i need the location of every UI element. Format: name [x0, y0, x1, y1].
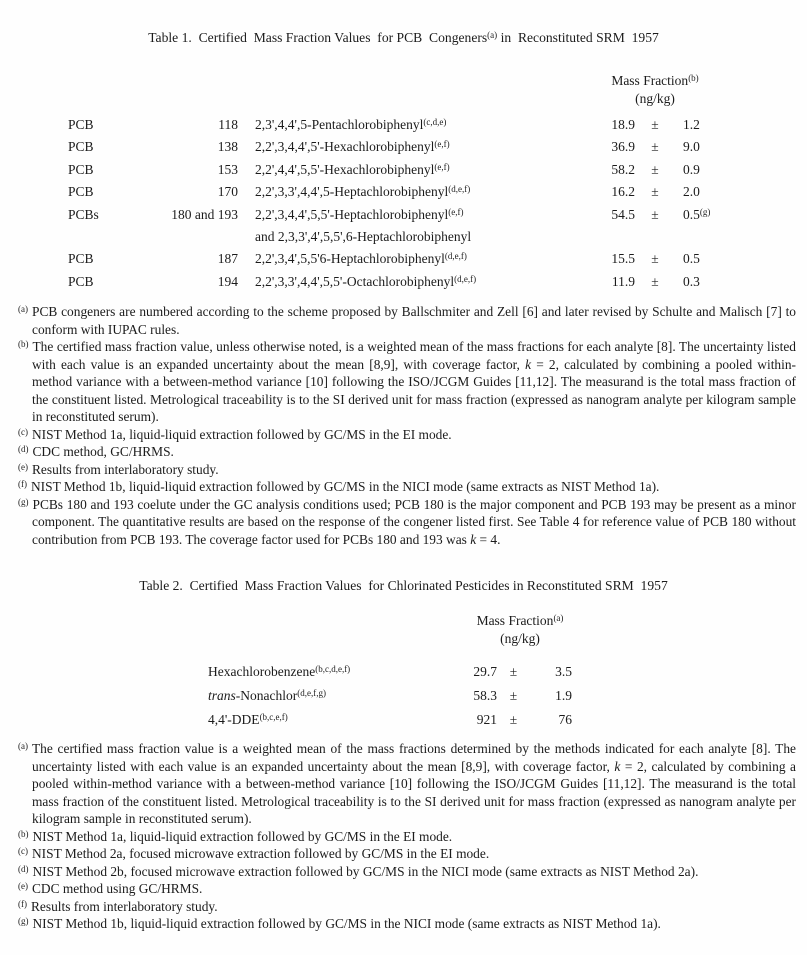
table1-title-footnote-ref: (a) — [487, 29, 498, 40]
analyte-footnote-refs: (e,f) — [434, 139, 450, 150]
footnote-text: Results from interlaboratory study. — [32, 461, 219, 477]
footnote-text: CDC method using GC/HRMS. — [32, 881, 203, 897]
analyte-name-text: 4,4'-DDE — [208, 712, 260, 728]
uncertainty-value: 3.5 — [555, 664, 572, 680]
table2-unit-label: (ng/kg) — [500, 631, 540, 647]
uncertainty-footnote-ref: (g) — [699, 206, 711, 217]
table1-header-footnote-ref: (b) — [688, 72, 699, 83]
analyte-name-text: trans-Nonachlor — [208, 688, 298, 704]
footnote-text: NIST Method 1b, liquid-liquid extraction followed by GC/MS in the NICI mode (same extracts as NIST Method 1a). — [31, 479, 660, 495]
footnote — [18, 898, 796, 916]
analyte-name-text: 2,2',3,4',5,5'6-Heptachlorobiphenyl — [255, 251, 445, 267]
footnote — [18, 496, 796, 549]
mass-fraction-value: 11.9 — [611, 273, 635, 289]
table2-mass-fraction-label — [440, 612, 600, 630]
footnote-marker: (e) — [18, 461, 28, 472]
footnote-marker: (a) — [18, 741, 28, 752]
analyte-name-text: 2,2',3,4,4',5,5'-Heptachlorobiphenyl — [255, 206, 449, 222]
uncertainty-number: 0.5 — [683, 251, 700, 267]
footnote-text: NIST Method 1a, liquid-liquid extraction followed by GC/MS in the EI mode. — [32, 426, 452, 442]
table2-column-header — [440, 612, 600, 648]
mass-fraction-value: 58.2 — [611, 161, 635, 177]
footnote — [18, 828, 796, 846]
footnote-text: Results from interlaboratory study. — [31, 898, 218, 914]
footnote — [18, 461, 796, 479]
congener-prefix: PCB — [68, 117, 94, 132]
footnote — [18, 863, 796, 881]
footnote-marker: (e) — [18, 881, 28, 892]
table1-rows — [68, 114, 807, 293]
analyte-footnote-refs: (d,e,f) — [454, 273, 477, 284]
mass-fraction-value: 921 — [476, 712, 497, 728]
table-row — [68, 204, 807, 249]
table1-unit-label: (ng/kg) — [635, 91, 675, 106]
footnote — [18, 338, 796, 426]
analyte-footnote-refs: (c,d,e) — [423, 116, 447, 127]
uncertainty-value — [675, 248, 755, 270]
table-row — [68, 248, 807, 270]
congener-number: 153 — [217, 161, 238, 177]
congener-number: 187 — [217, 251, 238, 267]
table1-title-text: Table 1. Certified Mass Fraction Values for PCB Congeners — [148, 30, 488, 45]
table2-footnotes — [18, 740, 796, 933]
footnote-text: The certified mass fraction value is a weighted mean of the mass fractions determined by the methods indicated for each analyte [8]. The uncertainty listed with each value is an expanded uncertainty about the mean [8,9], with coverage factor, k = 2, calculated by combining a pooled within-method variance with a between-method variance [10] following the ISO/JCGM Guides [11,12]. The measurand is the total mass fraction of the constituent listed. Metrological traceability is to the SI derived unit for mass fraction (expressed as nanogram analyte per kilogram sample in reconstituted serum). — [32, 741, 797, 827]
table-row — [68, 114, 807, 136]
plus-minus-sign: ± — [651, 206, 659, 222]
mass-fraction-value: 16.2 — [611, 184, 635, 200]
footnote-text: PCB congeners are numbered according to the scheme proposed by Ballschmiter and Zell [6] and later revised by Schulte and Malisch [7] to conform with IUPAC rules. — [32, 304, 796, 337]
congener-number: 118 — [218, 117, 238, 132]
analyte-footnote-refs: (e,f) — [448, 206, 464, 217]
analyte-name — [238, 159, 568, 181]
analyte-name — [238, 248, 568, 270]
analyte-name — [208, 660, 460, 684]
footnote-marker: (b) — [18, 828, 29, 839]
footnote — [18, 443, 796, 461]
footnote-text: The certified mass fraction value, unless otherwise noted, is a weighted mean of the mass fractions for each analyte [8]. The uncertainty listed with each value is an expanded uncertainty about the mean [8,9], with coverage factor, k = 2, calculated by combining a pooled within-method variance with a between-method variance [10] following the ISO/JCGM Guides [11,12]. The measurand is the total mass fraction of the constituent listed. Metrological traceability is to the SI derived unit for mass fraction (expressed as nanogram analyte per kilogram sample in reconstituted serum). — [32, 339, 796, 425]
footnote-marker: (d) — [18, 863, 29, 874]
mass-fraction-value: 54.5 — [611, 206, 635, 222]
footnote-text: NIST Method 1a, liquid-liquid extraction followed by GC/MS in the EI mode. — [32, 828, 453, 844]
footnote-marker: (a) — [18, 304, 28, 315]
analyte-name — [238, 271, 568, 293]
footnote — [18, 426, 796, 444]
analyte-name — [208, 684, 460, 708]
footnote-marker: (f) — [18, 479, 27, 490]
table1-mass-fraction-text: Mass Fraction — [611, 73, 689, 88]
uncertainty-value — [675, 204, 755, 249]
uncertainty-value: 1.9 — [555, 688, 572, 704]
uncertainty-number: 0.9 — [683, 161, 700, 177]
table-row — [68, 136, 807, 158]
analyte-name-text: 2,2',4,4',5,5'-Hexachlorobiphenyl — [255, 161, 435, 177]
plus-minus-sign: ± — [651, 251, 659, 267]
analyte-name — [238, 136, 568, 158]
analyte-name-line2: and 2,3,3',4',5,5',6-Heptachlorobiphenyl — [255, 229, 472, 245]
table-row — [68, 271, 807, 293]
uncertainty-value — [675, 159, 755, 181]
table2-title-text: Table 2. Certified Mass Fraction Values for Chlorinated Pesticides in Reconstituted SRM 1957 — [139, 578, 668, 594]
analyte-name-text: 2,2',3,3',4,4',5-Heptachlorobiphenyl — [255, 184, 449, 200]
table2-header-footnote-ref: (a) — [553, 613, 564, 624]
analyte-footnote-refs: (d,e,f) — [448, 184, 471, 195]
analyte-footnote-refs: (d,e,f) — [444, 251, 467, 262]
plus-minus-sign: ± — [651, 273, 659, 289]
analyte-name-text: 2,3',4,4',5-Pentachlorobiphenyl — [255, 117, 424, 132]
analyte-footnote-refs: (b,c,e,f) — [259, 712, 288, 723]
table1-title — [0, 0, 807, 46]
footnote-marker: (c) — [18, 426, 28, 437]
congener-prefix: PCB — [68, 161, 94, 177]
footnote — [18, 478, 796, 496]
congener-number: 170 — [217, 184, 238, 200]
footnote-text: NIST Method 2b, focused microwave extraction followed by GC/MS in the NICI mode (same extracts as NIST Method 2a). — [32, 863, 699, 879]
footnote — [18, 740, 796, 828]
congener-number: 194 — [217, 273, 238, 289]
congener-number: 180 and 193 — [171, 206, 238, 222]
mass-fraction-value: 18.9 — [611, 117, 635, 132]
analyte-name — [238, 181, 568, 203]
congener-prefix: PCB — [68, 273, 94, 289]
analyte-footnote-refs: (d,e,f,g) — [297, 688, 326, 699]
uncertainty-value: 76 — [558, 712, 572, 728]
footnote-text: NIST Method 1b, liquid-liquid extraction followed by GC/MS in the NICI mode (same extracts as NIST Method 1a). — [32, 916, 661, 932]
plus-minus-sign: ± — [651, 161, 659, 177]
uncertainty-number: 1.2 — [683, 117, 700, 132]
uncertainty-value — [675, 114, 755, 136]
footnote-marker: (g) — [18, 916, 29, 927]
mass-fraction-value: 29.7 — [473, 664, 497, 680]
analyte-name-text: Hexachlorobenzene — [208, 664, 316, 680]
footnote-marker: (b) — [18, 339, 29, 350]
uncertainty-value — [675, 136, 755, 158]
table1-column-header — [570, 72, 740, 108]
table1-title-text-suffix: in Reconstituted SRM 1957 — [497, 30, 659, 45]
footnote-marker: (d) — [18, 444, 29, 455]
footnote — [18, 880, 796, 898]
plus-minus-sign: ± — [651, 117, 659, 132]
plus-minus-sign: ± — [651, 139, 659, 155]
plus-minus-sign: ± — [651, 184, 659, 200]
table1-footnotes — [18, 303, 796, 548]
footnote — [18, 915, 796, 933]
analyte-name-text: 2,2',3,3',4,4',5,5'-Octachlorobiphenyl — [255, 273, 455, 289]
table2-title — [0, 578, 807, 594]
footnote-marker: (c) — [18, 846, 28, 857]
table2-section — [0, 578, 807, 933]
analyte-name — [238, 114, 568, 136]
analyte-footnote-refs: (b,c,d,e,f) — [315, 664, 351, 675]
analyte-name — [208, 708, 460, 732]
plus-minus-sign: ± — [509, 688, 518, 704]
mass-fraction-value: 15.5 — [611, 251, 635, 267]
table-row — [68, 181, 807, 203]
table-row — [208, 684, 807, 708]
table-row — [68, 159, 807, 181]
analyte-footnote-refs: (e,f) — [434, 161, 450, 172]
table-row — [208, 708, 807, 732]
table2-mass-fraction-text: Mass Fraction — [476, 613, 554, 629]
footnote-text: PCBs 180 and 193 coelute under the GC analysis conditions used; PCB 180 is the major component and PCB 193 may be present as a minor component. The quantitative results are based on the response of the congener listed first. See Table 4 for reference value of PCB 180 without contribution from PCB 193. The coverage factor used for PCBs 180 and 193 was k = 4. — [32, 496, 796, 547]
table2-rows — [208, 660, 807, 732]
table1-mass-fraction-label — [570, 72, 740, 90]
footnote-text: CDC method, GC/HRMS. — [32, 444, 174, 460]
congener-number: 138 — [217, 139, 238, 155]
table-row — [208, 660, 807, 684]
plus-minus-sign: ± — [509, 712, 518, 728]
congener-prefix: PCB — [68, 184, 94, 200]
footnote-marker: (f) — [18, 898, 27, 909]
uncertainty-number: 9.0 — [683, 139, 700, 155]
footnote-marker: (g) — [18, 496, 29, 507]
footnote-text: NIST Method 2a, focused microwave extraction followed by GC/MS in the EI mode. — [32, 846, 490, 862]
uncertainty-number: 0.5 — [683, 206, 700, 222]
congener-prefix: PCB — [68, 139, 94, 155]
mass-fraction-value: 58.3 — [473, 688, 497, 704]
uncertainty-number: 0.3 — [683, 273, 700, 289]
footnote — [18, 303, 796, 338]
uncertainty-value — [675, 181, 755, 203]
congener-prefix: PCBs — [68, 206, 99, 222]
congener-prefix: PCB — [68, 251, 94, 267]
uncertainty-value — [675, 271, 755, 293]
mass-fraction-value: 36.9 — [611, 139, 635, 155]
footnote — [18, 845, 796, 863]
analyte-name-text: 2,2',3,4,4',5'-Hexachlorobiphenyl — [255, 139, 435, 155]
plus-minus-sign: ± — [509, 664, 518, 680]
uncertainty-number: 2.0 — [683, 184, 700, 200]
analyte-name — [238, 204, 568, 249]
